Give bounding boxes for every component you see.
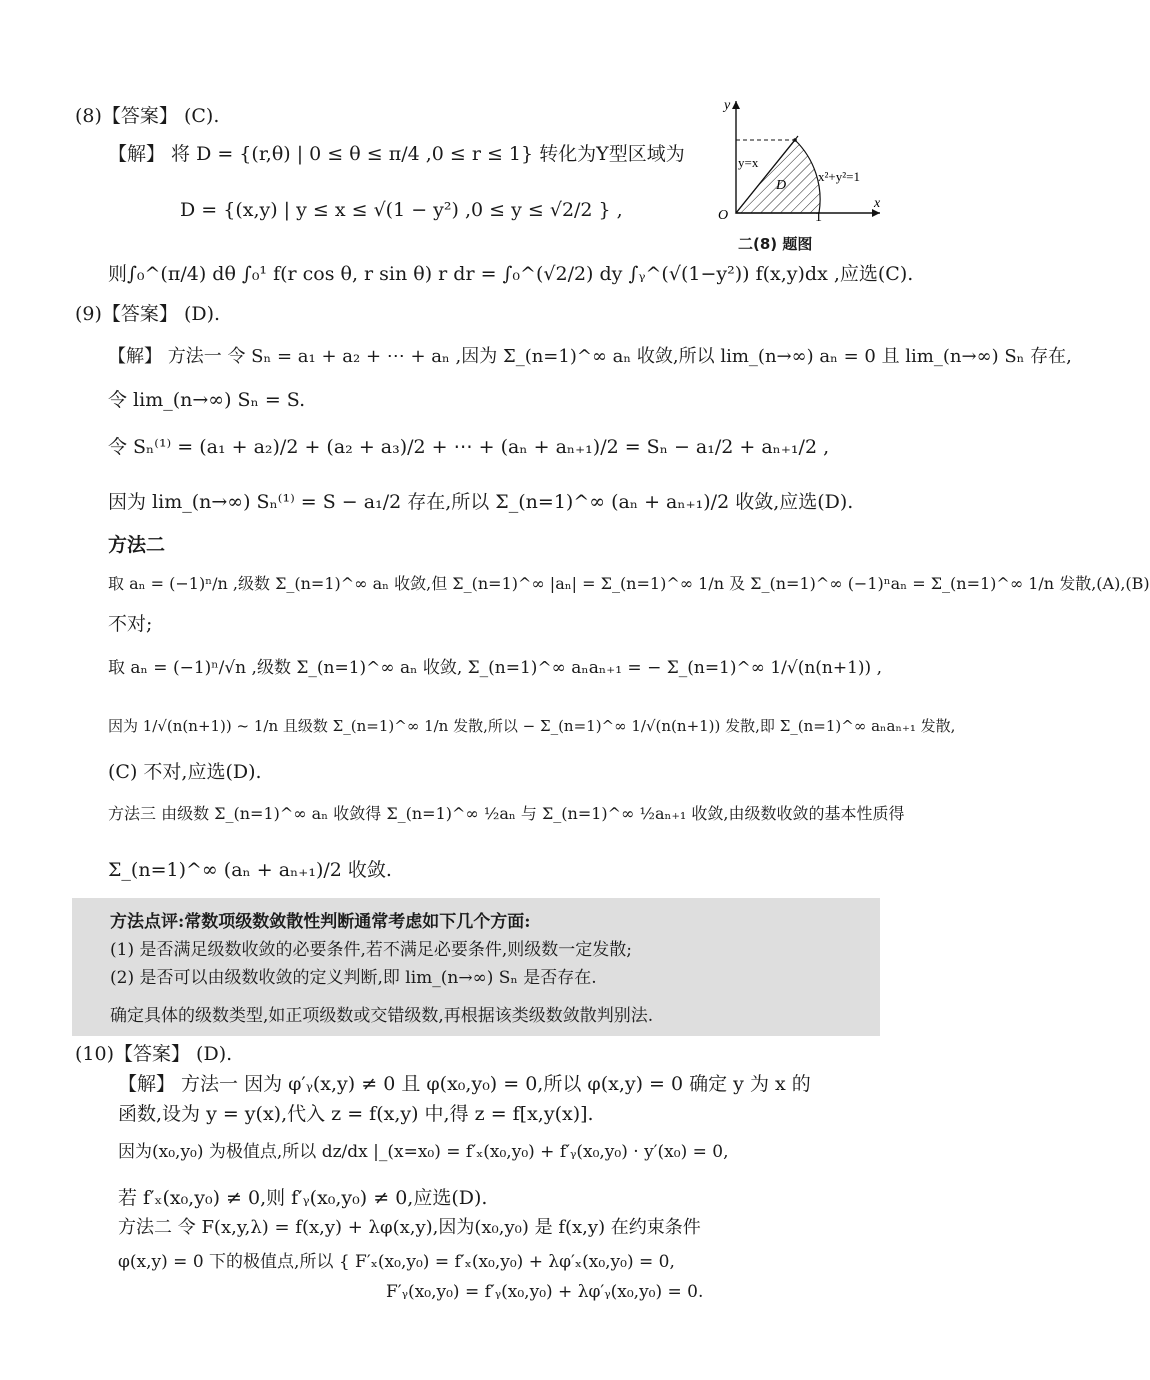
q10-solution-line-2: 函数,设为 y = y(x),代入 z = f(x,y) 中,得 z = f[x,y(x)]. [118,1103,594,1125]
q9-solution-line-8: 取 aₙ = (−1)ⁿ/√n ,级数 Σ_(n=1)^∞ aₙ 收敛, Σ_(n=1)^∞ aₙaₙ₊₁ = − Σ_(n=1)^∞ 1/√(n(n+1)) , [108,658,882,678]
q10-solution-line-7: F′ᵧ(x₀,y₀) = f′ᵧ(x₀,y₀) + λφ′ᵧ(x₀,y₀) = 0. [386,1282,704,1302]
q8-solution-line-1: 【解】 将 D = {(r,θ) | 0 ≤ θ ≤ π/4 ,0 ≤ r ≤ 1} 转化为Y型区域为 [108,143,685,165]
q9-solution-line-4: 因为 lim_(n→∞) Sₙ⁽¹⁾ = S − a₁/2 存在,所以 Σ_(n=1)^∞ (aₙ + aₙ₊₁)/2 收敛,应选(D). [108,491,854,513]
figure-caption: 二(8) 题图 [738,235,813,253]
q9-solution-line-6: 取 aₙ = (−1)ⁿ/n ,级数 Σ_(n=1)^∞ aₙ 收敛,但 Σ_(n=1)^∞ |aₙ| = Σ_(n=1)^∞ 1/n 及 Σ_(n=1)^∞ (−1)ⁿaₙ = Σ_(n=1)^∞ 1/n 发散,(A),(B) [108,574,1150,593]
callout-line-4: 确定具体的级数类型,如正项级数或交错级数,再根据该类级数敛散判别法. [110,1006,654,1026]
q9-method-two-heading: 方法二 [108,534,166,556]
callout-line-2: (1) 是否满足级数收敛的必要条件,若不满足必要条件,则级数一定发散; [110,940,633,960]
q10-answer-heading: (10)【答案】 (D). [75,1043,233,1065]
q9-solution-line-7: 不对; [108,613,153,635]
x-axis-label: x [874,196,881,211]
region-d-figure [700,95,890,255]
q10-solution-line-5: 方法二 令 F(x,y,λ) = f(x,y) + λφ(x,y),因为(x₀,y₀) 是 f(x,y) 在约束条件 [118,1217,701,1238]
q9-solution-line-9: 因为 1/√(n(n+1)) ~ 1/n 且级数 Σ_(n=1)^∞ 1/n 发散,所以 − Σ_(n=1)^∞ 1/√(n(n+1)) 发散,即 Σ_(n=1)^∞ aₙaₙ₊₁ 发散, [108,717,956,735]
region-d-shaded [736,140,820,213]
q9-solution-line-1: 【解】 方法一 令 Sₙ = a₁ + a₂ + ⋯ + aₙ ,因为 Σ_(n=1)^∞ aₙ 收敛,所以 lim_(n→∞) aₙ = 0 且 lim_(n→∞) Sₙ 存在, [108,346,1072,367]
q8-answer-heading: (8)【答案】 (C). [75,105,220,127]
region-label: D [776,178,787,193]
q9-solution-line-11: 方法三 由级数 Σ_(n=1)^∞ aₙ 收敛得 Σ_(n=1)^∞ ½aₙ 与 Σ_(n=1)^∞ ½aₙ₊₁ 收敛,由级数收敛的基本性质得 [108,804,905,823]
q9-solution-line-2: 令 lim_(n→∞) Sₙ = S. [108,389,306,411]
callout-line-1: 方法点评:常数项级数敛散性判断通常考虑如下几个方面: [110,912,531,932]
tick-one-label: 1 [815,210,822,225]
q8-solution-line-2: D = {(x,y) | y ≤ x ≤ √(1 − y²) ,0 ≤ y ≤ √2/2 } , [180,199,623,221]
q9-answer-heading: (9)【答案】 (D). [75,303,221,325]
origin-label: O [718,208,729,223]
y-axis-label: y [724,98,731,113]
callout-line-3: (2) 是否可以由级数收敛的定义判断,即 lim_(n→∞) Sₙ 是否存在. [110,968,597,988]
method-review-callout [72,898,880,1036]
q9-solution-line-12: Σ_(n=1)^∞ (aₙ + aₙ₊₁)/2 收敛. [108,859,392,881]
circle-label: x²+y²=1 [818,169,860,184]
q10-solution-line-1: 【解】 方法一 因为 φ′ᵧ(x,y) ≠ 0 且 φ(x₀,y₀) = 0,所以 φ(x,y) = 0 确定 y 为 x 的 [118,1073,811,1095]
q9-solution-line-10: (C) 不对,应选(D). [108,761,262,783]
q9-solution-line-3: 令 Sₙ⁽¹⁾ = (a₁ + a₂)/2 + (a₂ + a₃)/2 + ⋯ + (aₙ + aₙ₊₁)/2 = Sₙ − a₁/2 + aₙ₊₁/2 , [108,436,830,458]
q10-solution-line-6: φ(x,y) = 0 下的极值点,所以 { F′ₓ(x₀,y₀) = f′ₓ(x₀,y₀) + λφ′ₓ(x₀,y₀) = 0, [118,1252,675,1272]
q10-solution-line-3: 因为(x₀,y₀) 为极值点,所以 dz/dx |_(x=x₀) = f′ₓ(x₀,y₀) + f′ᵧ(x₀,y₀) · y′(x₀) = 0, [118,1142,729,1162]
q8-solution-line-3: 则∫₀^(π/4) dθ ∫₀¹ f(r cos θ, r sin θ) r dr = ∫₀^(√2/2) dy ∫ᵧ^(√(1−y²)) f(x,y)dx ,应选(C). [108,263,914,285]
q10-solution-line-4: 若 f′ₓ(x₀,y₀) ≠ 0,则 f′ᵧ(x₀,y₀) ≠ 0,应选(D). [118,1187,488,1209]
line-label: y=x [738,155,759,170]
